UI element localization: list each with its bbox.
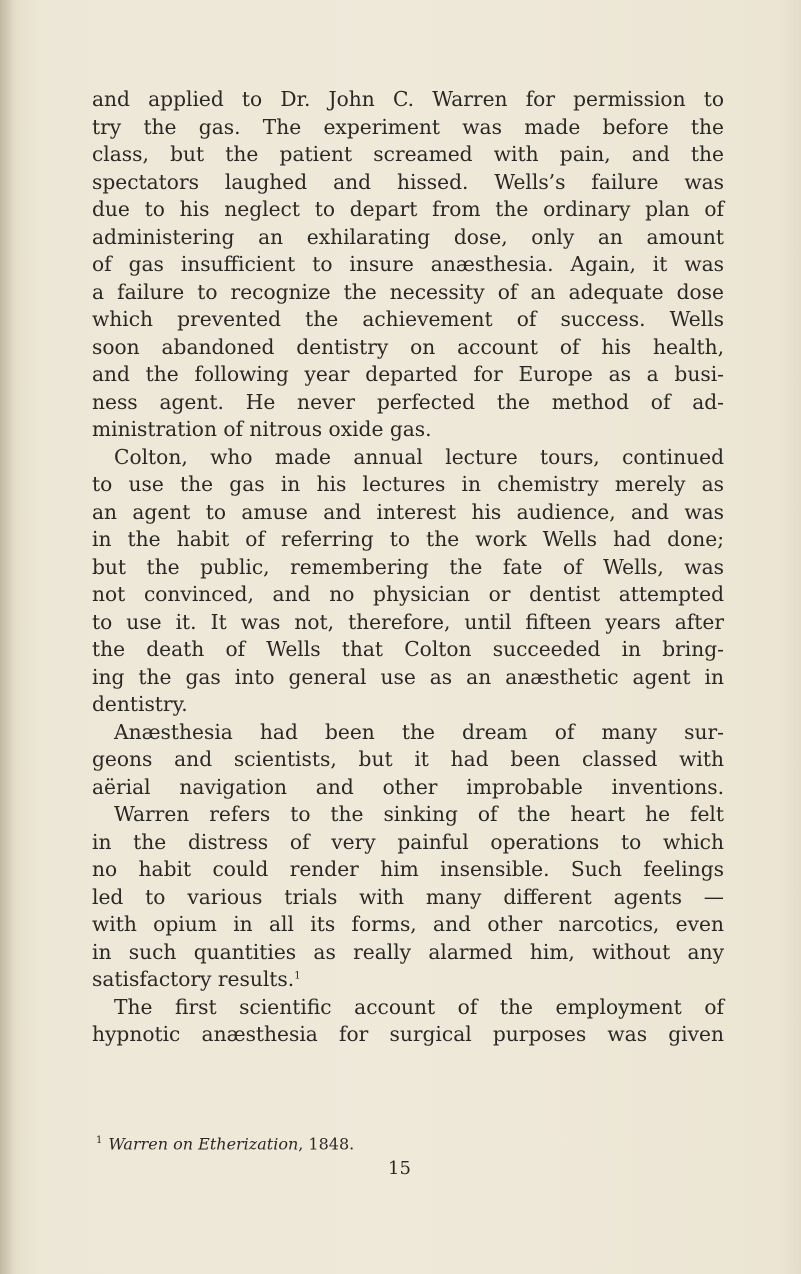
text-line-content: no habit could render him insensible. Such feelings	[92, 857, 724, 881]
text-line	[92, 251, 724, 279]
text-line-content: not convinced, and no physician or dentist attempted	[92, 582, 724, 606]
text-line-content: Colton, who made annual lecture tours, continued	[114, 444, 724, 469]
footnote-reference: 1	[294, 970, 301, 982]
text-line-content: and applied to Dr. John C. Warren for permission to	[92, 87, 724, 111]
text-line	[92, 939, 724, 967]
text-line	[92, 609, 724, 637]
text-line	[92, 691, 724, 719]
text-line	[92, 389, 724, 417]
text-line-content: due to his neglect to depart from the ordinary plan of	[92, 197, 724, 221]
text-line	[92, 416, 724, 444]
body-text	[92, 86, 724, 1049]
text-line-content: ministration of nitrous oxide gas.	[92, 417, 432, 441]
text-line	[92, 801, 724, 829]
text-line-content: but the public, remembering the fate of Wells, was	[92, 554, 724, 579]
text-line-content: to use the gas in his lectures in chemistry merely as	[92, 472, 724, 496]
text-line-content: the death of Wells that Colton succeeded in bring-	[92, 637, 724, 661]
text-line-content: The first scientific account of the employment of	[114, 994, 724, 1019]
text-line-content: Anæsthesia had been the dream of many sur-	[114, 719, 724, 744]
footnote-year: , 1848.	[298, 1134, 355, 1154]
page-number: 15	[388, 1158, 411, 1179]
text-line-content: led to various trials with many different agents —	[92, 884, 724, 909]
footnote-title: Warren on Etherization	[108, 1134, 299, 1154]
text-line-content: and the following year departed for Europe as a busi-	[92, 362, 724, 386]
text-line	[92, 664, 724, 692]
text-line-content: in the distress of very painful operations to which	[92, 829, 724, 854]
text-line	[92, 169, 724, 197]
footnote-mark: 1	[96, 1135, 103, 1146]
text-line	[92, 746, 724, 774]
text-line-content: which prevented the achievement of success. Wells	[92, 307, 724, 331]
text-line-content: ing the gas into general use as an anæsthetic agent in	[92, 664, 724, 689]
text-line	[92, 306, 724, 334]
text-line	[92, 774, 724, 802]
text-line	[92, 829, 724, 857]
text-line	[92, 279, 724, 307]
text-line	[92, 636, 724, 664]
text-line	[92, 86, 724, 114]
text-line	[92, 554, 724, 582]
text-line-content: class, but the patient screamed with pain, and the	[92, 142, 724, 166]
footnote	[96, 1130, 354, 1155]
text-line-content: in such quantities as really alarmed him, without any	[92, 939, 724, 964]
text-line	[92, 196, 724, 224]
text-line	[92, 719, 724, 747]
text-line	[92, 361, 724, 389]
text-line-content: try the gas. The experiment was made before the	[92, 114, 724, 139]
text-line	[92, 856, 724, 884]
text-line	[92, 526, 724, 554]
text-line	[92, 911, 724, 939]
text-line-content: Warren refers to the sinking of the heart he felt	[114, 802, 724, 826]
text-line	[92, 581, 724, 609]
text-line-content: an agent to amuse and interest his audience, and was	[92, 499, 724, 524]
text-line	[92, 444, 724, 472]
text-line-content: dentistry.	[92, 692, 188, 716]
text-line	[92, 471, 724, 499]
text-line-content: aërial navigation and other improbable inventions.	[92, 774, 724, 799]
text-line-content: a failure to recognize the necessity of an adequate dose	[92, 279, 724, 304]
text-line	[92, 884, 724, 912]
spine-shadow	[0, 0, 14, 1274]
text-line	[92, 141, 724, 169]
text-line-content: satisfactory results.	[92, 967, 295, 991]
text-line	[92, 499, 724, 527]
text-line	[92, 966, 724, 994]
text-line-content: ness agent. He never perfected the method of ad-	[92, 389, 724, 414]
text-line	[92, 114, 724, 142]
text-line	[92, 994, 724, 1022]
text-line-content: with opium in all its forms, and other narcotics, even	[92, 912, 724, 936]
text-line-content: soon abandoned dentistry on account of his health,	[92, 334, 724, 359]
text-line-content: hypnotic anæsthesia for surgical purposes was given	[92, 1022, 724, 1046]
text-line	[92, 1021, 724, 1049]
text-line	[92, 334, 724, 362]
text-line	[92, 224, 724, 252]
text-line-content: in the habit of referring to the work Wells had done;	[92, 527, 724, 551]
text-line-content: of gas insufficient to insure anæsthesia. Again, it was	[92, 252, 724, 276]
text-line-content: geons and scientists, but it had been classed with	[92, 747, 724, 771]
text-line-content: spectators laughed and hissed. Wells’s failure was	[92, 169, 724, 194]
text-line-content: to use it. It was not, therefore, until fifteen years after	[92, 609, 724, 634]
text-line-content: administering an exhilarating dose, only an amount	[92, 224, 724, 249]
